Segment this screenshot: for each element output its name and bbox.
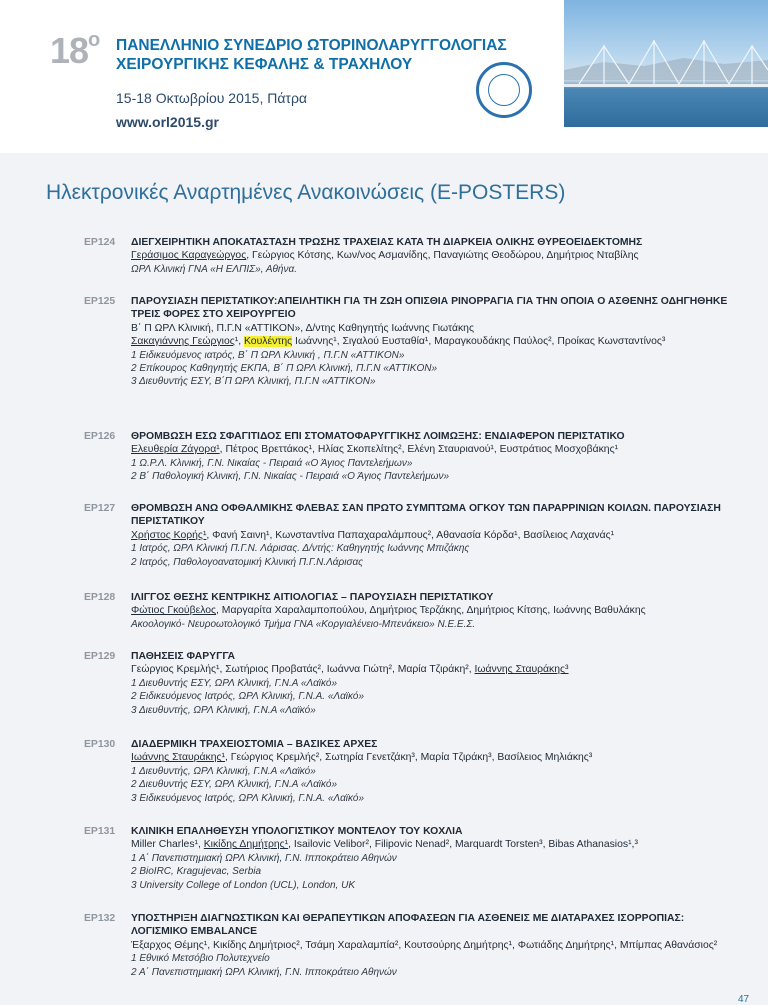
abstract-title: ΘΡΟΜΒΩΣΗ ΑΝΩ ΟΦΘΑΛΜΙΚΗΣ ΦΛΕΒΑΣ ΣΑΝ ΠΡΩΤΟ ΣΥΜΠΤΩΜΑ ΟΓΚΟΥ ΤΩΝ ΠΑΡΑΡΡΙΝΙΩΝ ΚΟΙΛΩΝ. ΠΑΡΟΥΣΙΑΣΗ ΠΕΡΙΣΤΑΤΙΚΟΥ	[131, 503, 721, 528]
abstract-title: ΠΑΡΟΥΣΙΑΣΗ ΠΕΡΙΣΤΑΤΙΚΟΥ:ΑΠΕΙΛΗΤΙΚΗ ΓΙΑ ΤΗ ΖΩΗ ΟΠΙΣΘΙΑ ΡΙΝΟΡΡΑΓΙΑ ΓΙΑ ΤΗΝ ΟΠΟΙΑ Ο ΑΣΘΕΝΗΣ ΟΔΗΓΗΘΗΚΕ ΤΡΕΙΣ ΦΟΡΕΣ ΣΤΟ ΧΕΙΡΟΥΡΓΕΙΟ	[131, 296, 728, 321]
abstract-code: EP130	[84, 739, 116, 750]
abstract-title: ΚΛΙΝΙΚΗ ΕΠΑΛΗΘΕΥΣΗ ΥΠΟΛΟΓΙΣΤΙΚΟΥ ΜΟΝΤΕΛΟΥ ΤΟΥ ΚΟΧΛΙΑ	[131, 826, 463, 837]
abstract-title: ΘΡΟΜΒΩΣΗ ΕΣΩ ΣΦΑΓΙΤΙΔΟΣ ΕΠΙ ΣΤΟΜΑΤΟΦΑΡΥΓΓΙΚΗΣ ΛΟΙΜΩΞΗΣ: ΕΝΔΙΑΦΕΡΟΝ ΠΕΡΙΣΤΑΤΙΚΟ	[131, 431, 625, 442]
highlighted-name: Κουλέντης	[243, 336, 293, 348]
abstract-affiliation: Ακοολογικό- Νευροωτολογικό Τμήμα ΓΝΑ «Κοργιαλένειο-Μπενάκειο» Ν.Ε.Ε.Σ.	[131, 618, 476, 630]
abstract-title: ΙΛΙΓΓΟΣ ΘΕΣΗΣ ΚΕΝΤΡΙΚΗΣ ΑΙΤΙΟΛΟΓΙΑΣ – ΠΑΡΟΥΣΙΑΣΗ ΠΕΡΙΣΤΑΤΙΚΟΥ	[131, 592, 494, 603]
abstract-affiliation: 3 Διευθυντής ΕΣΥ, Β΄Π ΩΡΛ Κλινική, Π.Γ.Ν «ATTIKON»	[131, 376, 376, 388]
abstract-affiliation: 1 Διευθυντής ΕΣΥ, ΩΡΛ Κλινική, Γ.Ν.Α «Λαϊκό»	[131, 677, 338, 689]
abstract-affiliation: 2 Β΄ Παθολογική Κλινική, Γ.Ν. Νικαίας - Πειραιά «Ο Άγιος Παντελεήμων»	[131, 471, 450, 483]
abstract-affiliation: 3 University College of London (UCL), London, UK	[131, 879, 356, 891]
abstract-entry	[84, 650, 738, 717]
abstract-authors: Σακαγιάννης Γεώργιος¹, Κουλέντης Ιωάννης¹, Σιγαλού Ευσταθία¹, Μαραγκουδάκης Παύλος², Προίκας Κωνσταντίνος³	[131, 336, 666, 348]
abstract-affiliation: 1 Α΄ Πανεπιστημιακή ΩΡΛ Κλινική, Γ.Ν. Ιπποκράτειο Αθηνών	[131, 852, 397, 864]
abstract-authors: Έξαρχος Θέμης¹, Κικίδης Δημήτριος², Τσάμη Χαραλαμπία², Κουτσούρης Δημήτρης¹, Φωτιάδης Δημήτρης¹, Μπίμπας Αθανάσιος²	[131, 939, 718, 951]
conference-title-line1: ΠΑΝΕΛΛΗΝΙΟ ΣΥΝΕΔΡΙΟ ΩΤΟΡΙΝΟΛΑΡΥΓΓΟΛΟΓΙΑΣ	[116, 37, 507, 54]
conference-title-line2: ΧΕΙΡΟΥΡΓΙΚΗΣ ΚΕΦΑΛΗΣ & ΤΡΑΧΗΛΟΥ	[116, 56, 413, 73]
abstract-authors: Φώτιος Γκούβελος, Μαργαρίτα Χαραλαμποπούλου, Δημήτριος Τερζάκης, Δημήτριος Κίτσης, Ιωάννης Βαθυλάκης	[131, 605, 646, 617]
abstract-title: ΥΠΟΣΤΗΡΙΞΗ ΔΙΑΓΝΩΣΤΙΚΩΝ ΚΑΙ ΘΕΡΑΠΕΥΤΙΚΩΝ ΑΠΟΦΑΣΕΩΝ ΓΙΑ ΑΣΘΕΝΕΙΣ ΜΕ ΔΙΑΤΑΡΑΧΕΣ ΙΣΟΡΡΟΠΙΑΣ: ΛΟΓΙΣΜΙΚΟ EMBALANCE	[131, 913, 685, 938]
abstract-affiliation: 2 Ειδικευόμενος Ιατρός, ΩΡΛ Κλινική, Γ.Ν.Α. «Λαϊκό»	[131, 691, 365, 703]
abstract-authors: Ιωάννης Σταυράκης¹, Γεώργιος Κρεμλής², Σωτηρία Γενετζάκη³, Μαρία Τζιράκη³, Βασίλειος Μηλιάκης³	[131, 752, 593, 764]
abstract-authors: Miller Charles¹, Κικίδης Δημήτρης¹, Isailovic Velibor², Filipovic Nenad², Marquardt Torsten³, Bibas Athanasios¹,³	[131, 839, 638, 851]
abstract-entry	[84, 738, 738, 805]
abstract-authors: Χρήστος Κορής¹, Φανή Σαινη¹, Κωνσταντίνα Παπαχαραλάμπους², Αθανασία Κόρδα¹, Βασίλειος Λαχανάς¹	[131, 529, 615, 541]
abstract-authors: Ελευθερία Ζάγορα¹, Πέτρος Βρεττάκος¹, Ηλίας Σκοπελίτης², Ελένη Σταυριανού¹, Ευστράτιος Μοσχοβάκης¹	[131, 444, 619, 456]
abstract-clinic-line: Β΄ Π ΩΡΛ Κλινική, Π.Γ.Ν «ΑΤΤΙΚΟΝ», Δ/ντης Καθηγητής Ιωάννης Γιωτάκης	[131, 322, 474, 334]
abstract-affiliation: 3 Διευθυντής, ΩΡΛ Κλινική, Γ.Ν.Α «Λαϊκό»	[131, 704, 316, 716]
abstract-affiliation: 3 Ειδικευόμενος Ιατρός, ΩΡΛ Κλινική, Γ.Ν.Α. «Λαϊκό»	[131, 792, 365, 804]
abstract-entry	[84, 912, 738, 979]
abstract-entry	[84, 430, 738, 484]
abstract-entry	[84, 295, 738, 389]
abstract-entry	[84, 591, 738, 631]
abstract-code: EP128	[84, 592, 116, 603]
edition-number: $18^o$	[50, 29, 100, 71]
abstract-title: ΠΑΘΗΣΕΙΣ ΦΑΡΥΓΓΑ	[131, 651, 235, 662]
abstract-affiliation: 2 Α΄ Πανεπιστημιακή ΩΡΛ Κλινική, Γ.Ν. Ιπποκράτειο Αθηνών	[131, 966, 397, 978]
abstract-affiliation: 2 BioIRC, Kragujevac, Serbia	[131, 866, 262, 878]
abstract-code: EP126	[84, 431, 116, 442]
conference-title	[116, 36, 507, 74]
abstract-code: EP125	[84, 296, 116, 307]
abstract-entry	[84, 825, 738, 892]
abstract-affiliation: 1 Εθνικό Μετσόβιο Πολυτεχνείο	[131, 953, 270, 965]
abstract-affiliation: 1 Διευθυντής, ΩΡΛ Κλινική, Γ.Ν.Α «Λαϊκό»	[131, 765, 316, 777]
page-number: 47	[738, 994, 750, 1005]
conference-website: www.orl2015.gr	[116, 114, 219, 130]
abstract-affiliation: 2 Ιατρός, Παθολογοανατομική Κλινική Π.Γ.Ν.Λάρισας	[131, 556, 364, 568]
abstract-authors: Γεράσιμος Καραγεώργος, Γεώργιος Κότσης, Κων/νος Ασμανίδης, Παναγιώτης Θεοδώρου, Δημήτριος Νταβίλης	[131, 250, 639, 262]
abstract-entry	[84, 502, 738, 569]
abstract-affiliation: 2 Επίκουρος Καθηγητής ΕΚΠΑ, Β΄ Π ΩΡΛ Κλινική, Π.Γ.Ν «ATTIKON»	[131, 363, 438, 375]
abstract-affiliation: 1 Ιατρός, ΩΡΛ Κλινική Π.Γ.Ν. Λάρισας. Δ/ντής: Καθηγητής Ιωάννης Μπιζάκης	[131, 543, 470, 555]
abstract-title: ΔΙΑΔΕΡΜΙΚΗ ΤΡΑΧΕΙΟΣΤΟΜΙΑ – ΒΑΣΙΚΕΣ ΑΡΧΕΣ	[131, 739, 378, 750]
abstract-code: EP129	[84, 651, 116, 662]
section-title: Ηλεκτρονικές Αναρτημένες Ανακοινώσεις (E-POSTERS)	[46, 181, 566, 204]
abstract-affiliation: ΩΡΛ Κλινική ΓΝΑ «Η ΕΛΠΙΣ», Αθήνα.	[131, 263, 297, 275]
abstract-entry	[84, 236, 738, 276]
conference-dates: 15-18 Οκτωβρίου 2015, Πάτρα	[116, 90, 308, 106]
bridge-photo	[564, 0, 768, 127]
society-seal-icon	[476, 62, 532, 118]
abstract-title: ΔΙΕΓΧΕΙΡΗΤΙΚΗ ΑΠΟΚΑΤΑΣΤΑΣΗ ΤΡΩΣΗΣ ΤΡΑΧΕΙΑΣ ΚΑΤΑ ΤΗ ΔΙΑΡΚΕΙΑ ΟΛΙΚΗΣ ΘΥΡΕΟΕΙΔΕΚΤΟΜΗΣ	[131, 237, 643, 248]
abstract-code: EP131	[84, 826, 116, 837]
abstract-code: EP127	[84, 503, 116, 514]
abstract-affiliation: 1 Ειδικευόμενος ιατρός, Β΄ Π ΩΡΛ Κλινική , Π.Γ.Ν «ATTIKON»	[131, 349, 405, 361]
abstract-code: EP124	[84, 237, 116, 248]
conference-header	[0, 0, 768, 153]
abstract-code: EP132	[84, 913, 116, 924]
abstract-affiliation: 1 Ω.Ρ.Λ. Κλινική, Γ.Ν. Νικαίας - Πειραιά «Ο Άγιος Παντελεήμων»	[131, 457, 413, 469]
abstract-authors: Γεώργιος Κρεμλής¹, Σωτήριος Προβατάς², Ιωάννα Γιώτη², Μαρία Τζιράκη², Ιωάννης Σταυράκης³	[131, 664, 569, 676]
abstract-affiliation: 2 Διευθυντής ΕΣΥ, ΩΡΛ Κλινική, Γ.Ν.Α «Λαϊκό»	[131, 779, 338, 791]
